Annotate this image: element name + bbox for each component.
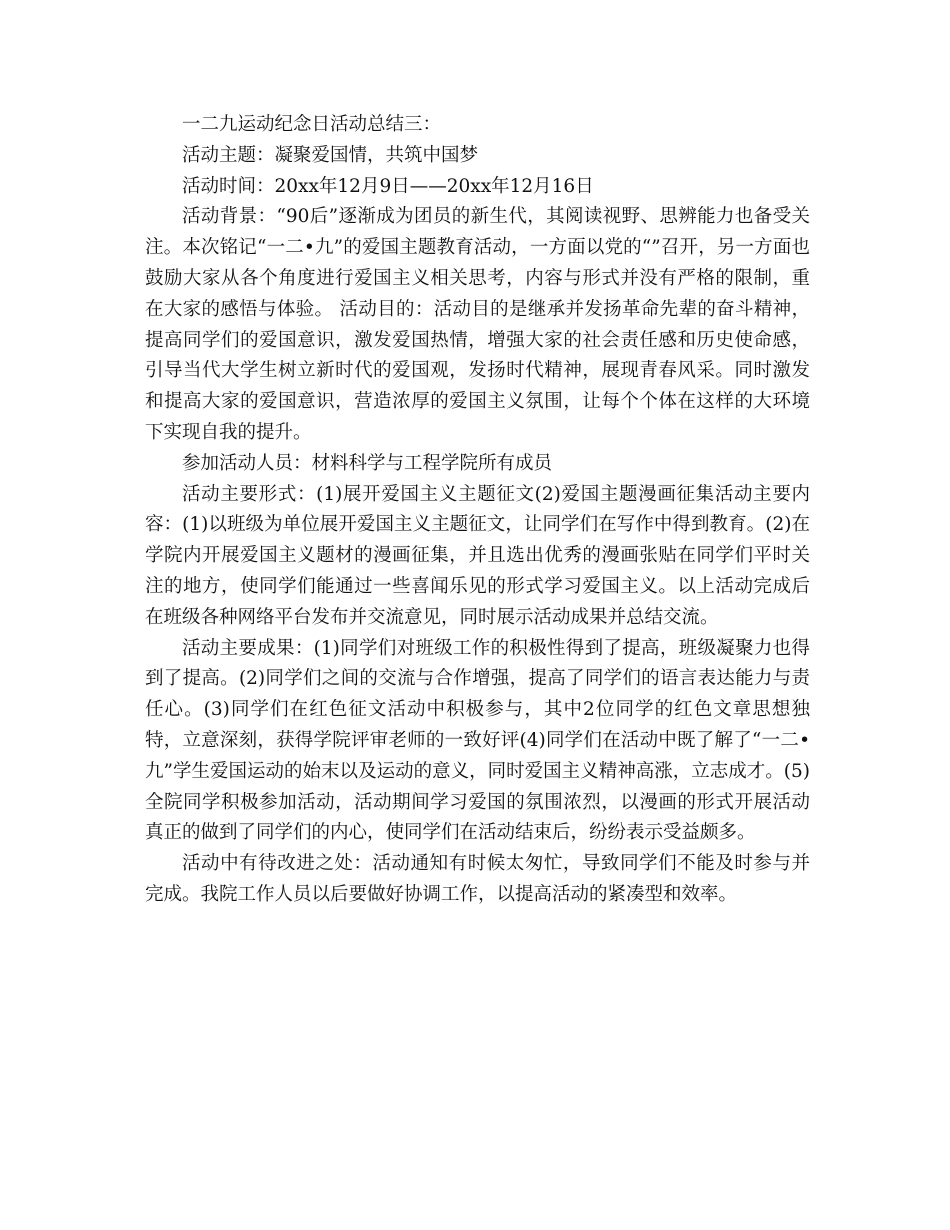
improvements-paragraph: 活动中有待改进之处：活动通知有时候太匆忙，导致同学们不能及时参与并完成。我院工作人员以后要做好协调工作，以提高活动的紧凑型和效率。: [145, 853, 810, 905]
activity-time-paragraph: 活动时间：20xx年12月9日——20xx年12月16日: [182, 175, 594, 197]
activity-background-paragraph: 活动背景：“90后”逐渐成为团员的新生代，其阅读视野、思辨能力也备受关注。本次铭记“一二•九”的爱国主题教育活动，一方面以党的“”召开，另一方面也鼓励大家从各个角度进行爱国主义相关思考，内容与形式并没有严格的限制，重在大家的感悟与体验。 活动目的：活动目的是继承并发扬革命先辈的奋斗精神，提高同学们的爱国意识，激发爱国热情，增强大家的社会责任感和历史使命感，引导当代大学生树立新时代的爱国观，发扬时代精神，展现青春风采。同时激发和提高大家的爱国意识，营造浓厚的爱国主义氛围，让每个个体在这样的大环境下实现自我的提升。: [145, 206, 810, 443]
activity-theme-paragraph: 活动主题：凝聚爱国情，共筑中国梦: [182, 144, 479, 166]
participants-paragraph: 参加活动人员：材料科学与工程学院所有成员: [182, 452, 553, 474]
document-page: [145, 110, 810, 911]
activity-results-paragraph: 活动主要成果：(1)同学们对班级工作的积极性得到了提高，班级凝聚力也得到了提高。(2)同学们之间的交流与合作增强，提高了同学们的语言表达能力与责任心。(3)同学们在红色征文活动中积极参与，其中2位同学的红色文章思想独特，立意深刻，获得学院评审老师的一致好评(4)同学们在活动中既了解了“一二•九”学生爱国运动的始末以及运动的意义，同时爱国主义精神高涨，立志成才。(5)全院同学积极参加活动，活动期间学习爱国的氛围浓烈，以漫画的形式开展活动真正的做到了同学们的内心，使同学们在活动结束后，纷纷表示受益颇多。: [145, 637, 810, 844]
document-heading: 一二九运动纪念日活动总结三：: [182, 114, 442, 135]
activity-format-paragraph: 活动主要形式：(1)展开爱国主义主题征文(2)爱国主题漫画征集活动主要内容：(1)以班级为单位展开爱国主义主题征文，让同学们在写作中得到教育。(2)在学院内开展爱国主义题材的漫画征集，并且选出优秀的漫画张贴在同学们平时关注的地方，使同学们能通过一些喜闻乐见的形式学习爱国主义。以上活动完成后在班级各种网络平台发布并交流意见，同时展示活动成果并总结交流。: [145, 483, 810, 628]
